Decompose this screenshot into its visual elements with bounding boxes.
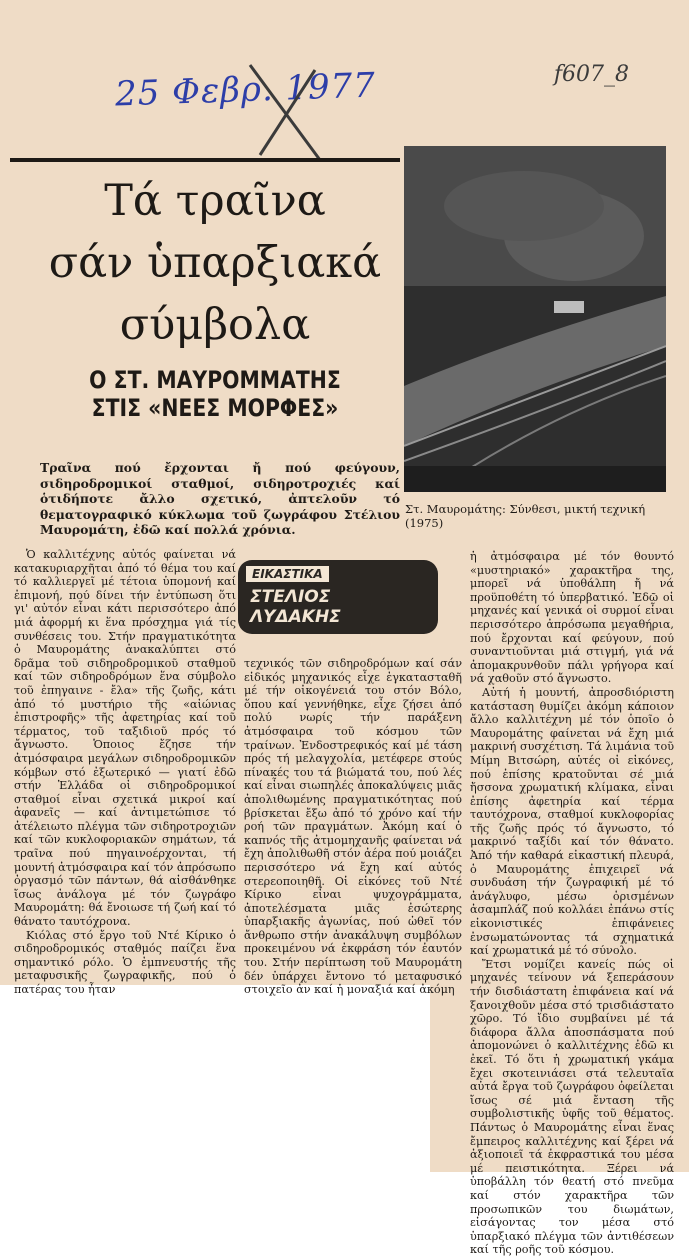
headline-block (30, 170, 400, 422)
headline-line: Τά τραῖνα (104, 176, 326, 226)
subheadline-line: Ο ΣΤ. ΜΑΥΡΟΜΜΑΤΗΣ (89, 366, 341, 394)
clipping-cut-area (0, 985, 430, 1200)
handwritten-strike-mark (240, 60, 330, 170)
author-name (250, 587, 341, 627)
subheadline (58, 366, 373, 422)
subheadline-line: ΣΤΙΣ «ΝΕΕΣ ΜΟΡΦΕΣ» (91, 394, 339, 422)
headline-line: σύμβολα (119, 300, 311, 350)
article-column-3 (470, 550, 674, 1257)
body-paragraph: Ὁ καλλιτέχνης αὐτός φαίνεται νά κατακυριαρχῆται ἀπό τό θέμα του καί τό καλλιεργεῖ μέ τέτοια ὑπομονή καί ἐπιμονή, πού δίνει τήν ἐντύπωση ὅτι γι' αὐτόν εἶναι κάτι περισσότερο ἀπό μιά ἀφορμή κι ἕνα πρόσχημα γιά τίς συνθέσεις του. Στήν πραγματικότητα ὁ Μαυρομάτης ἀνακαλύπτει στό δρᾶμα τοῦ σιδηροδρομικοῦ σταθμοῦ καί τῶν σιδηροδρόμων ἕνα σύμβολο τοῦ ἐπηγαινε - ἔλα» τῆς ζωῆς, κάτι ἀπό τό μυστήριο τῆς «αἰώνιας ἐπιστροφῆς» τῆς ἀφετηρίας καί τοῦ τέρματος, τοῦ ταξιδιοῦ πρός τό ἄγνωστο. Ὁποιος ἔζησε τήν ἀτμόσφαιρα μεγάλων σιδηροδρομικῶν κόμβων στό ἐξωτερικό — γιατί ἐδῶ στήν Ἑλλάδα οἱ σιδηροδρομικοί σταθμοί εἶναι σχετικά μικροί καί ἀφανεῖς — καί ἀντιμετώπισε τό ἀτέλειωτο πλέγμα τῶν σιδηροτροχιῶν καί τῶν κυκλοφοριακῶν σημάτων, τά τραῖνα πού πηγαινοέρχονται, τή μουντή ἀτμόσφαιρα καί τόν ἀπρόσωπο ὀργασμό τῶν πάντων, θά αἰσθάνθηκε ἴσως ἀνάλογα μέ τόν ζωγράφο Μαυρομάτη: θά ἔνοιωσε τή ζωή καί τό θάνατο ταυτόχρονα. (14, 548, 236, 929)
archive-reference: f607_8 (553, 62, 629, 87)
body-paragraph: Ἔτσι νομίζει κανείς πώς οἱ μηχανές τείνουν νά ξεπεράσουν τήν δισδιάστατη ἐπιφάνεια καί νά ξανοιχθοῦν μέσα στό τρισδιάστατο χῶρο. Τό ἴδιο συμβαίνει μέ τά διάφορα ἄλλα ἀποσπάσματα πού ἀπομονώνει ὁ καλλιτέχνης ἐδῶ κι ἐκεῖ. Τό ὅτι ἡ χρωματική γκάμα ἔχει σκοτεινιάσει στά τελευταῖα αὐτά ἔργα τοῦ ζωγράφου ὀφείλεται ἴσως σέ μιά ἔνταση τῆς συμβολιστικῆς ὑφῆς τοῦ θέματος. Πάντως ὁ Μαυρομάτης εἶναι ἕνας ἔμπειρος καλλιτέχνης καί ξέρει νά ἀξιοποιεῖ τά ἐκφραστικά του μέσα μέ πειστικότητα. Ξέρει νά ὑποβάλλη τόν θεατή στό πνεῦμα καί στόν χαρακτῆρα τῶν προσωπικῶν του διωμάτων, εἰσάγοντας τον μέσα στό ὑπαρξιακό πλέγμα τῶν ἀντιθέσεων καί τῆς ροῆς τοῦ κόσμου. (470, 957, 674, 1257)
section-label: ΕΙΚΑΣΤΙΚΑ (246, 566, 329, 582)
lede-paragraph: Τραῖνα πού ἔρχονται ἤ πού φεύγουν, σιδηροδρομικοί σταθμοί, σιδηροτροχιές καί ὁτιδήποτε ἄλλο σχετικό, ἀπτελοῦν τό θεματογραφικό κύκλωμα τοῦ ζωγράφου Στέλιου Μαυρομάτη, ἐδῶ καί πολλά χρόνια. (40, 460, 400, 537)
article-column-2 (244, 657, 462, 997)
artwork-photo (404, 146, 666, 492)
photo-caption: Στ. Μαυρομάτης: Σύνθεσι, μικτή τεχνική (1975) (405, 502, 646, 530)
body-paragraph: τεχνικός τῶν σιδηροδρόμων καί σάν εἰδικός μηχανικός εἶχε ἐγκατασταθῆ μέ τήν οἰκογένειά του στόν Βόλο, ὅπου καί γεννήθηκε, εἶχε ζήσει ἀπό πολύ νωρίς τήν παράξενη ἀτμόσφαιρα τοῦ κόσμου τῶν τραίνων. Ἐνδοστρεφικός καί μέ τάση πρός τή μελαγχολία, μετέφερε στούς πίνακές του τά βιώματά του, πού λές καί εἶναι σιωπηλές ἀποκαλύψεις μιᾶς ἀπολιθωμένης πραγματικότητας πού βρίσκεται ἔξω ἀπό τό χρόνο καί τήν ροή τῶν πραγμάτων. Ἀκόμη καί ὁ καπνός τῆς ἀτμομηχανῆς φαίνεται νά ἔχη ἀπολιθωθῆ στόν ἀέρα πού μοιάζει περισσότερο νά ἔχη καί αὐτός στερεοποιηθῆ. Οἱ εἰκόνες τοῦ Ντέ Κίρικο εἶναι ψυχογράμματα, ἀποτελέσματα μιᾶς ἐσώτερης ὑπαρξιακῆς ἀγωνίας, πού ὡθεῖ τόν ἄνθρωπο στήν ἀνακάλυψη συμβόλων προκειμένου νά ἐκφράση τόν ἑαυτόν του. Στήν περίπτωση τοῦ Μαυρομάτη δέν ὑπάρχει ἔντονο τό μεταφυσικό στοιχεῖο ἀν καί ἡ μοναξιά καί ἀκόμη (244, 657, 462, 997)
handwritten-date: 25 Φεβρ. 1977 (114, 65, 377, 115)
body-paragraph: ἡ ἀτμόσφαιρα μέ τόν θουντό «μυστηριακό» χαρακτῆρα της, μπορεῖ νά ὑποθάλπη ἤ νά προϋποθέτη τό ὑπερβατικό. Ἐδῶ οἱ μηχανές καί γενικά οἱ συρμοί εἶναι περισσότερο ἀπρόσωπα μεγαθήρια, πού ἔρχονται καί φεύγουν, πού συναντιοῦνται μιά στιγμή, γιά νά ἀπομακρυνθοῦν πάλι γρήγορα καί νά χαθοῦν στό ἄγνωστο. (470, 550, 674, 686)
body-paragraph: Αὐτή ἡ μουντή, ἀπροσδιόριστη κατάσταση θυμίζει ἀκόμη κάποιον ἄλλο καλλιτέχνη μέ τόν ὁποῖο ὁ Μαυρομάτης φαίνεται νά ἔχη μιά μακρινή συσχέτιση. Τά λιμάνια τοῦ Μίμη Βιτσώρη, αὐτές οἱ εἰκόνες, πού ἐπίσης κρατοῦνται σέ μιά ἤσσονα χρωματική κλίμακα, εἶναι ἐπίσης ἀφετηρία καί τέρμα ταυτόχρονα, σταθμοί κυκλοφορίας τῆς ζωῆς πρός τό ἄγνωστο, τό μακρινό ταξίδι καί τόν θάνατο. Ἀπό τήν καθαρά εἰκαστική πλευρά, ὁ Μαυρομάτης ἐπιχειρεῖ νά συνδυάση τήν ζωγραφική μέ τό ἀνάγλυφο, μέσω ὁρισμένων ἀσαμπλάζ πού κολλάει ἐπάνω στίς εἰκονιστικές ἐπιφάνειες ἐνσωματώνοντας τά σχηματικά καί χρωματικά μέ τό σύνολο. (470, 685, 674, 958)
author-rubric (238, 560, 438, 634)
article-column-1 (14, 548, 236, 997)
author-last-name: ΛΥΔΑΚΗΣ (250, 607, 341, 627)
headline (30, 170, 400, 356)
author-first-name: ΣΤΕΛΙΟΣ (250, 587, 331, 607)
body-paragraph: Κιόλας στό ἔργο τοῦ Ντέ Κίρικο ὁ σιδηροδρομικός σταθμός παίζει ἕνα σημαντικό ρόλο. Ὁ ἐμπνευστής τῆς μεταφυσικῆς ζωγραφικῆς, πού ὁ πατέρας του ἦταν (14, 928, 236, 996)
header-rule (10, 158, 400, 162)
headline-line: σάν ὑπαρξιακά (48, 238, 382, 288)
